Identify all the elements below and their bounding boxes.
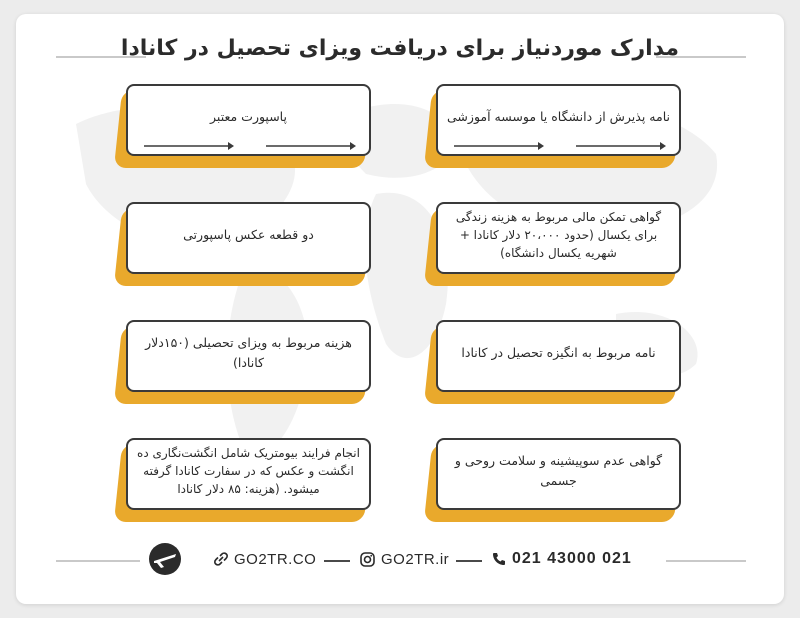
link-icon bbox=[214, 552, 228, 566]
requirement-box-biometrics bbox=[126, 438, 381, 518]
requirement-text: انجام فرایند بیومتریک شامل انگشت‌نگاری ده انگشت و عکس که در سفارت کانادا گرفته میشود. (هزینه: ۸۵ دلار کانادا bbox=[137, 446, 360, 496]
instagram-text: GO2TR.ir bbox=[381, 550, 450, 568]
website-link[interactable] bbox=[214, 548, 316, 570]
requirement-text: گواهی عدم سوپیشینه و سلامت روحی و جسمی bbox=[454, 453, 663, 488]
requirement-box-photos bbox=[126, 202, 381, 282]
requirement-box-acceptance-letter bbox=[436, 84, 691, 164]
requirement-text: گواهی تمکن مالی مربوط به هزینه زندگی برای یکسال (حدود ۲۰،۰۰۰ دلار کانادا + شهریه یکسال دانشگاه) bbox=[455, 210, 662, 260]
requirement-text: هزینه مربوط به ویزای تحصیلی (۱۵۰دلار کانادا) bbox=[145, 335, 352, 370]
requirement-text: نامه پذیرش از دانشگاه یا موسسه آموزشی bbox=[447, 109, 670, 124]
plane-logo-icon[interactable] bbox=[148, 542, 182, 576]
footer bbox=[16, 542, 784, 576]
instagram-icon bbox=[360, 552, 375, 567]
requirement-box-motivation-letter bbox=[436, 320, 691, 400]
footer-divider-right bbox=[666, 560, 746, 562]
infographic-card bbox=[16, 14, 784, 604]
arrow-icon bbox=[266, 140, 356, 152]
requirement-text: پاسپورت معتبر bbox=[210, 109, 287, 124]
phone-text: 021 43000 021 bbox=[512, 550, 632, 567]
requirement-box-clearance-certificate bbox=[436, 438, 691, 518]
arrow-icon bbox=[144, 140, 234, 152]
phone-link[interactable] bbox=[492, 548, 632, 570]
instagram-link[interactable] bbox=[360, 548, 449, 570]
arrow-icon bbox=[576, 140, 666, 152]
page-title: مدارک موردنیاز برای دریافت ویزای تحصیل در کانادا bbox=[120, 36, 680, 61]
website-text: GO2TR.CO bbox=[234, 550, 317, 568]
phone-icon bbox=[492, 552, 506, 566]
footer-separator bbox=[456, 560, 482, 562]
requirement-text: نامه مربوط به انگیزه تحصیل در کانادا bbox=[461, 345, 656, 360]
requirement-box-passport bbox=[126, 84, 381, 164]
requirement-text: دو قطعه عکس پاسپورتی bbox=[183, 227, 314, 242]
arrow-icon bbox=[454, 140, 544, 152]
footer-separator bbox=[324, 560, 350, 562]
footer-divider-left bbox=[56, 560, 140, 562]
requirement-box-visa-fee bbox=[126, 320, 381, 400]
requirement-box-financial-proof bbox=[436, 202, 691, 282]
